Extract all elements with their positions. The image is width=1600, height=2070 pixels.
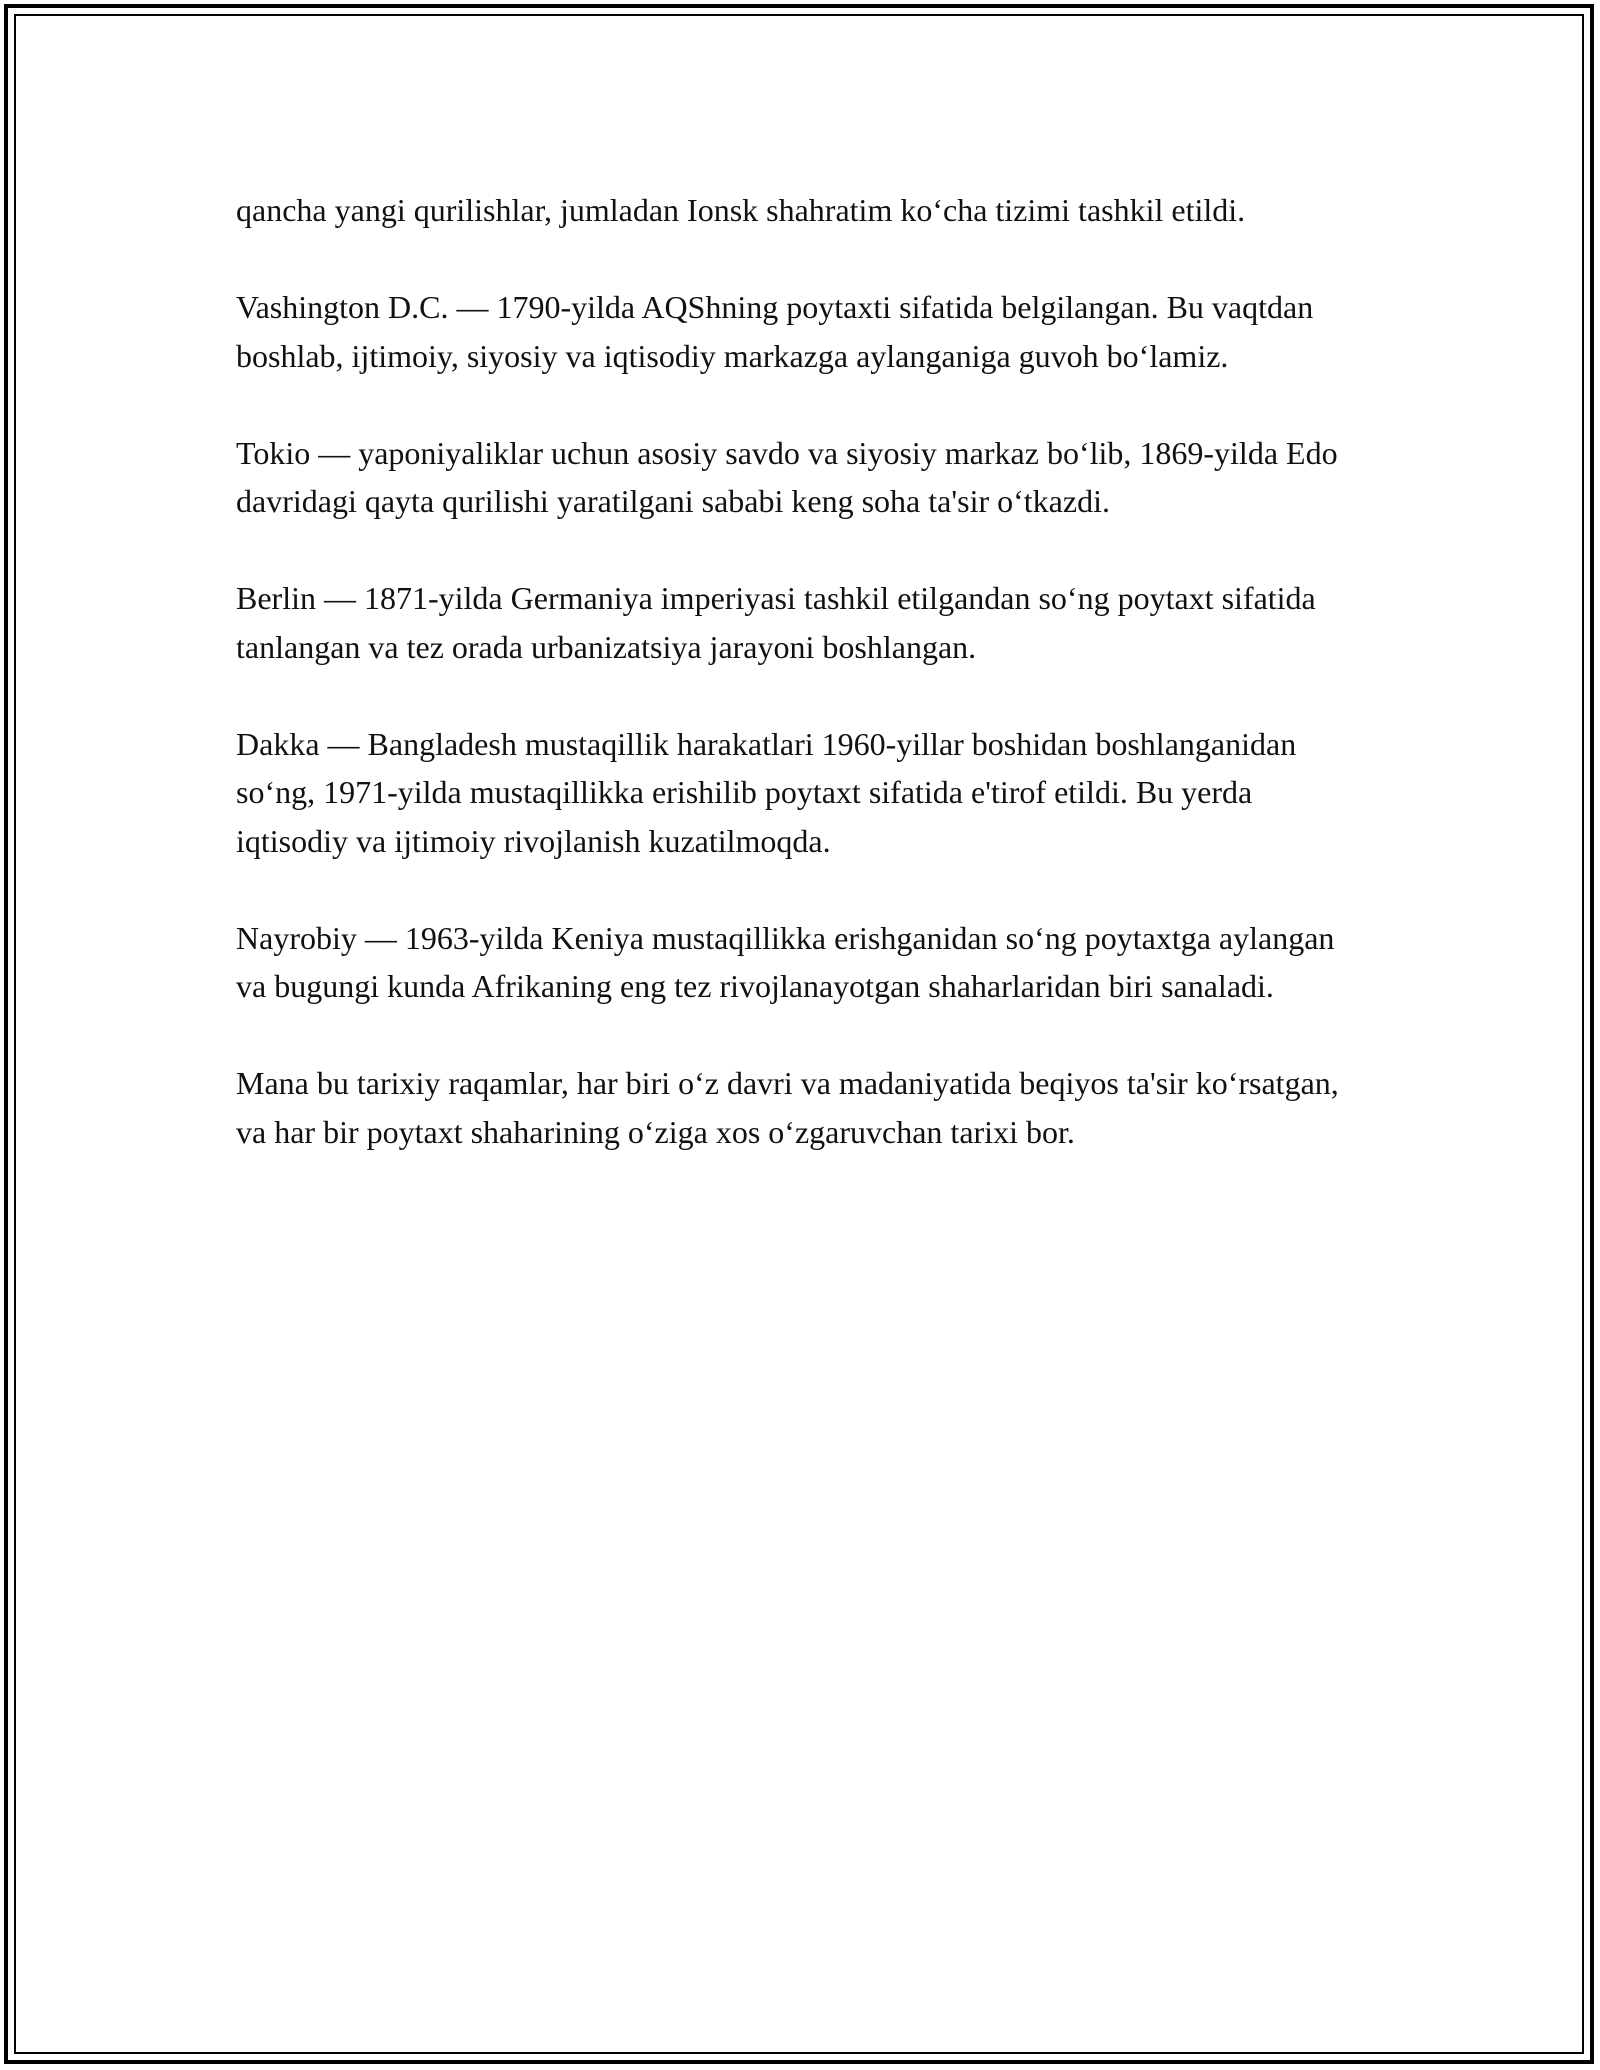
paragraph-tokyo: Tokio — yaponiyaliklar uchun asosiy savdo va siyosiy markaz bo‘lib, 1869-yilda Edo davridagi qayta qurilishi yaratilgani sababi keng soha ta'sir o‘tkazdi.: [236, 434, 1338, 519]
paragraph-washington: Vashington D.C. — 1790-yilda AQShning poytaxti sifatida belgilangan. Bu vaqtdan boshlab, ijtimoiy, siyosiy va iqtisodiy markazga aylanganiga guvoh bo‘lamiz.: [236, 289, 1314, 374]
document-body: [236, 186, 1366, 1205]
paragraph-dhaka: Dakka — Bangladesh mustaqillik harakatlari 1960-yillar boshidan boshlanganidan so‘ng, 1971-yilda mustaqillikka erishilib poytaxt sifatida e'tirof etildi. Bu yerda iqtisodiy va ijtimoiy rivojlanish kuzatilmoqda.: [236, 725, 1297, 859]
paragraph-intro-continuation: qancha yangi qurilishlar, jumladan Ionsk shahratim ko‘cha tizimi tashkil etildi.: [236, 192, 1246, 228]
paragraph-conclusion: Mana bu tarixiy raqamlar, har biri o‘z davri va madaniyatida beqiyos ta'sir ko‘rsatgan, va har bir poytaxt shaharining o‘ziga xos o‘zgaruvchan tarixi bor.: [236, 1065, 1339, 1150]
paragraph-berlin: Berlin — 1871-yilda Germaniya imperiyasi tashkil etilgandan so‘ng poytaxt sifatida tanlangan va tez orada urbanizatsiya jarayoni boshlangan.: [236, 580, 1316, 665]
paragraph-nairobi: Nayrobiy — 1963-yilda Keniya mustaqillikka erishganidan so‘ng poytaxtga aylangan va bugungi kunda Afrikaning eng tez rivojlanayotgan shaharlaridan biri sanaladi.: [236, 919, 1335, 1004]
